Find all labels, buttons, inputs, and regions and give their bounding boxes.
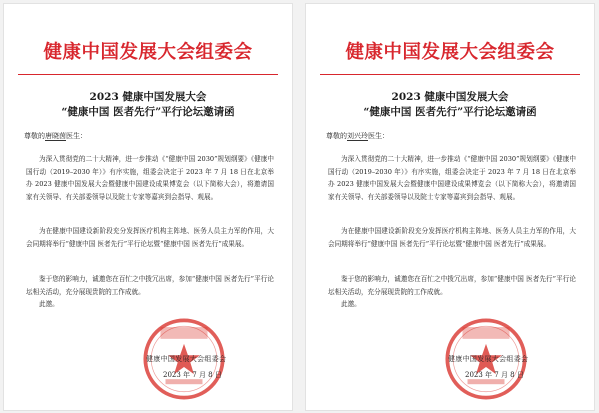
letter-title-line1: 2023 健康中国发展大会 [391,91,509,103]
invitation-letter-left [3,3,293,411]
paragraph-2: 为在健康中国建设新阶段充分发挥医疗机构主阵地、医务人员主力军的作用，大会同期将举行“健康中国 医者先行”平行论坛暨“健康中国 医者先行”成果展。 [328,227,576,248]
signature-date: 2023 年 7 月 8 日 [163,371,222,379]
salutation-suffix: 医生： [66,132,87,140]
org-header: 健康中国发展大会组委会 [345,42,555,63]
paragraph-4: 此邀。 [341,300,361,308]
header-divider [320,74,580,75]
salutation-prefix: 尊敬的 [326,132,347,140]
paragraph-3: 鉴于您的影响力，诚邀您在百忙之中拨冗出席，参加“健康中国 医者先行”平行论坛相关活动，充分展现贵院的工作成就。 [26,275,274,296]
paragraph-1: 为深入贯彻党的二十大精神，进一步推动《“健康中国 2030”规划纲要》《健康中国行动（2019–2030 年）》有序实施，组委会决定于 2023 年 7 月 18 日在北京举办 2023 健康中国发展大会暨健康中国建设成果博览会（以下简称大会），将邀请国家有关领导、有关部委领导以及院士专家等嘉宾到会指导、观展。 [328,155,576,201]
salutation-prefix: 尊敬的 [24,132,45,140]
header-divider [18,74,278,75]
signature-org: 健康中国发展大会组委会 [448,355,529,363]
salutation [24,131,87,141]
letter-title-line2: “健康中国 医者先行”平行论坛邀请函 [363,106,537,118]
paragraph-4: 此邀。 [39,300,59,308]
recipient-name: 唐晓茵 [45,132,66,140]
paragraph-3: 鉴于您的影响力，诚邀您在百忙之中拨冗出席，参加“健康中国 医者先行”平行论坛相关活动，充分展现贵院的工作成就。 [328,275,576,296]
paragraph-1: 为深入贯彻党的二十大精神，进一步推动《“健康中国 2030”规划纲要》《健康中国行动（2019–2030 年）》有序实施，组委会决定于 2023 年 7 月 18 日在北京举办 2023 健康中国发展大会暨健康中国建设成果博览会（以下简称大会），将邀请国家有关领导、有关部委领导以及院士专家等嘉宾到会指导、观展。 [26,155,274,201]
signature-org: 健康中国发展大会组委会 [146,355,227,363]
salutation [326,131,389,141]
invitation-letter-right [305,3,595,411]
org-header: 健康中国发展大会组委会 [43,42,253,63]
letter-title-line1: 2023 健康中国发展大会 [89,91,207,103]
salutation-suffix: 医生： [368,132,389,140]
signature-date: 2023 年 7 月 8 日 [465,371,524,379]
paragraph-2: 为在健康中国建设新阶段充分发挥医疗机构主阵地、医务人员主力军的作用，大会同期将举行“健康中国 医者先行”平行论坛暨“健康中国 医者先行”成果展。 [26,227,274,248]
recipient-name: 刘兴玲 [347,132,368,140]
letter-title-line2: “健康中国 医者先行”平行论坛邀请函 [61,106,235,118]
